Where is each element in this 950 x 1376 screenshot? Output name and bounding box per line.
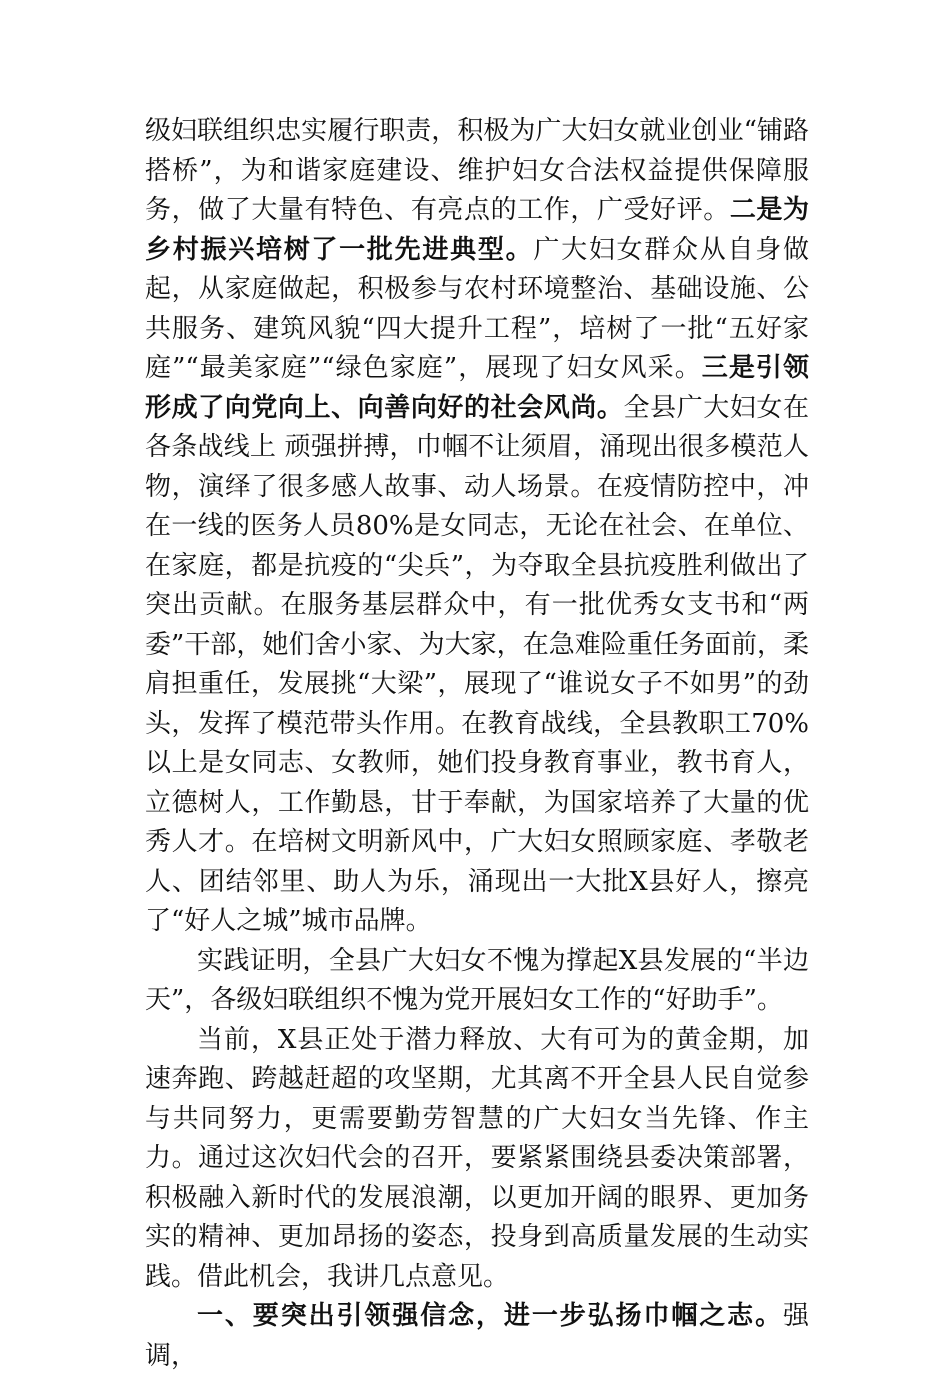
paragraph-section-one <box>145 1297 809 1376</box>
text-run: 级妇联组织忠实履行职责，积极为广大妇女就业创业“铺路搭桥”，为和谐家庭建设、维护妇女合法权益提供保障服务，做了大量有特色、有亮点的工作，广受好评。 <box>145 116 809 225</box>
paragraph-achievements <box>145 112 809 942</box>
paragraph-current-situation <box>145 1021 809 1298</box>
text-run: 实践证明，全县广大妇女不愧为撑起X县发展的“半边天”，各级妇联组织不愧为党开展妇女工作的“好助手”。 <box>145 945 809 1015</box>
section-heading-one: 一、要突出引领强信念，进一步弘扬巾帼之志。 <box>197 1301 783 1331</box>
paragraph-practice-proves <box>145 942 809 1021</box>
text-run: 广大妇女群众从自身做起，从家庭做起，积极参与农村环境整治、基础设施、公共服务、建筑风貌“四大提升工程”，培树了一批“五好家庭”“最美家庭”“绿色家庭”，展现了妇女风采。 <box>145 234 809 383</box>
text-run: 强调， <box>145 1301 809 1371</box>
text-run: 当前，X县正处于潜力释放、大有可为的黄金期，加速奔跑、跨越赶超的攻坚期，尤其离不开全县人民自觉参与共同努力，更需要勤劳智慧的广大妇女当先锋、作主力。通过这次妇代会的召开，要紧紧围绕县委决策部署，积极融入新时代的发展浪潮，以更加开阔的眼界、更加务实的精神、更加昂扬的姿态，投身到高质量发展的生动实践。借此机会，我讲几点意见。 <box>145 1024 809 1292</box>
heading-run-third-point: 三是引领形成了向党向上、向善向好的社会风尚。 <box>145 353 809 423</box>
heading-run-second-point: 二是为乡村振兴培树了一批先进典型。 <box>145 195 809 265</box>
document-body <box>145 112 809 1376</box>
text-run: 全县广大妇女在各条战线上 顽强拼搏，巾帼不让须眉，涌现出很多模范人物，演绎了很多感人故事、动人场景。在疫情防控中，冲在一线的医务人员80%是女同志，无论在社会、在单位、在家庭，都是抗疫的“尖兵”，为夺取全县抗疫胜利做出了突出贡献。在服务基层群众中，有一批优秀女支书和“两委”干部，她们舍小家、为大家，在急难险重任务面前，柔肩担重任，发展挑“大梁”，展现了“谁说女子不如男”的劲头，发挥了模范带头作用。在教育战线，全县教职工70%以上是女同志、女教师，她们投身教育事业，教书育人，立德树人，工作勤恳，甘于奉献，为国家培养了大量的优秀人才。在培树文明新风中，广大妇女照顾家庭、孝敬老人、团结邻里、助人为乐，涌现出一大批X县好人，擦亮了“好人之城”城市品牌。 <box>145 392 809 936</box>
